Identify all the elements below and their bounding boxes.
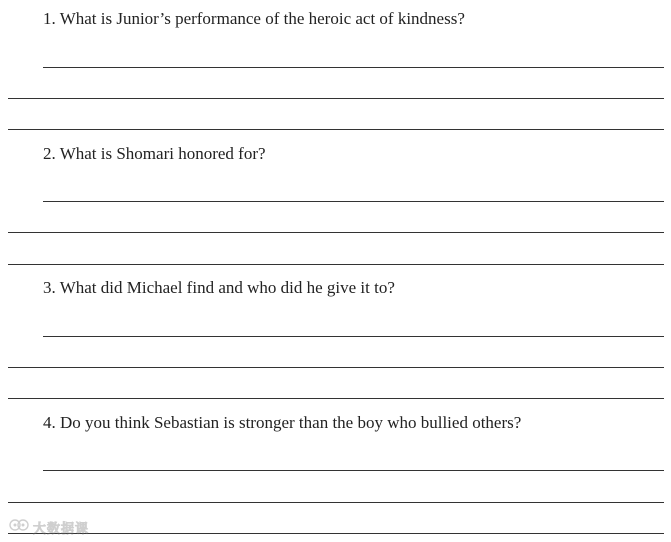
- question-2-text: 2. What is Shomari honored for?: [43, 144, 266, 163]
- answer-line[interactable]: [8, 232, 664, 233]
- answer-line[interactable]: [43, 67, 664, 68]
- answer-line[interactable]: [43, 336, 664, 337]
- watermark: [8, 517, 89, 537]
- answer-line[interactable]: [8, 264, 664, 265]
- answer-line[interactable]: [8, 129, 664, 130]
- answer-line[interactable]: [8, 367, 664, 368]
- question-3-text: 3. What did Michael find and who did he give it to?: [43, 278, 395, 297]
- answer-line[interactable]: [8, 98, 664, 99]
- watermark-text: 大数据课: [33, 521, 90, 537]
- answer-line[interactable]: [43, 201, 664, 202]
- answer-line[interactable]: [8, 533, 664, 534]
- question-1-text: 1. What is Junior’s performance of the heroic act of kindness?: [43, 9, 465, 28]
- question-4-text: 4. Do you think Sebastian is stronger than the boy who bullied others?: [43, 413, 522, 432]
- answer-line[interactable]: [8, 502, 664, 503]
- answer-line[interactable]: [43, 470, 664, 471]
- answer-line[interactable]: [8, 398, 664, 399]
